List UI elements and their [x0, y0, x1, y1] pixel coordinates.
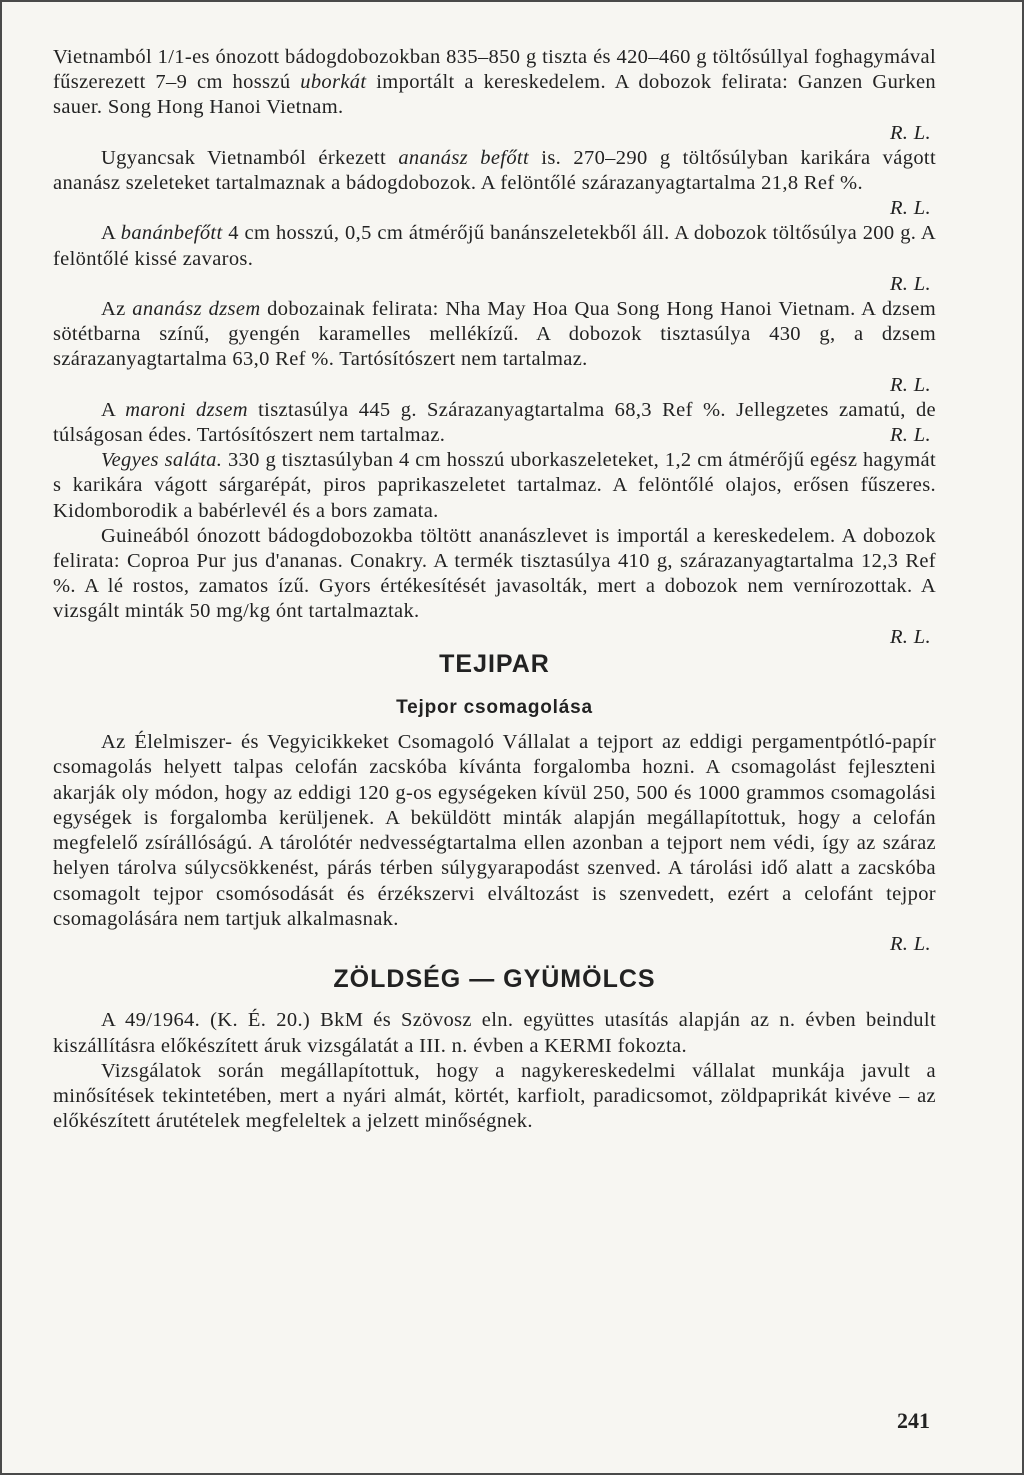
- paragraph: Guineából ónozott bádogdobozokba töltött ananászlevet is importál a kereskedelem. A dobozok felirata: Coproa Pur jus d'ananas. Conakry. A termék tisztasúlya 410 g, szárazanyagtartalma 12,3 Ref %. A lé rostos, zamatos ízű. Gyors értékesítését javasolták, mert a dobozok nem vernírozottak. A vizsgált minták 50 mg/kg ónt tartalmaztak.: [53, 524, 936, 623]
- paragraph: Vizsgálatok során megállapítottuk, hogy a nagykereskedelmi vállalat munkája javult a minősítések tekintetében, mert a nyári almát, körtét, karfiolt, paradicsomot, zöldpaprikát kivéve – az előkészített árutételek megfeleltek a jelzett minőségnek.: [53, 1059, 936, 1133]
- signature: R. L.: [889, 932, 931, 955]
- signature: R. L.: [889, 625, 931, 648]
- paragraph: A banánbefőtt 4 cm hosszú, 0,5 cm átmérőjű banánszeletekből áll. A dobozok töltősúlya 200 g. A felöntőlé kissé zavaros.: [53, 222, 936, 270]
- paragraph: A 49/1964. (K. É. 20.) BkM és Szövosz eln. együttes utasítás alapján az n. évben beindult kiszállításra előkészített áruk vizsgálatát a III. n. évben a KERMI fokozta.: [53, 1009, 936, 1057]
- paragraph: Vegyes saláta. 330 g tisztasúlyban 4 cm hosszú uborkaszeleteket, 1,2 cm átmérőjű egész hagymát s karikára vágott sárgarépát, piros paprikaszeletet tartalmaz. A felöntőlé olajos, erősen fűszeres. Kidomborodik a babérlevél és a bors zamata.: [53, 449, 936, 522]
- page-number: 241: [897, 1408, 930, 1433]
- signature: R. L.: [889, 424, 931, 447]
- signature: R. L.: [889, 197, 931, 220]
- subsection-heading: Tejpor csomagolása: [396, 697, 593, 719]
- paragraph: Az Élelmiszer- és Vegyicikkeket Csomagoló Vállalat a tejport az eddigi pergamentpótló-papír csomagolás helyett talpas celofán zacskóba kívánta forgalomba hozni. A csomagolást fejleszteni akarják oly módon, hogy az eddigi 120 g-os egységeken kívül 250, 500 és 1000 grammos csomagolási egységek is forgalomba kerüljenek. A beküldött minták alapján megállapítottuk, hogy a celofán megfelelő zsírállóságú. A tárolótér nedvességtartalma ellen azonban a tejport nem védi, így az száraz helyen tárolva súlycsökkenést, párás térben súlygyarapodást szenved. A tárolási idő alatt a zacskóba csomagolt tejpor csomósodását és érzékszervi elváltozást is szenvedett, ezért a celofánt tejpor csomagolására nem tartjuk alkalmasnak.: [53, 731, 936, 930]
- section-heading: ZÖLDSÉG — GYÜMÖLCS: [333, 965, 656, 994]
- signature: R. L.: [889, 373, 931, 396]
- paragraph: Az ananász dzsem dobozainak felirata: Nha May Hoa Qua Song Hong Hanoi Vietnam. A dzsem sötétbarna színű, gyengén karamelles mellékízű. A dobozok tisztasúlya 430 g, a dzsem szárazanyagtartalma 63,0 Ref %. Tartósítószert nem tartalmaz.: [53, 298, 936, 371]
- paragraph: A maroni dzsem tisztasúlya 445 g. Szárazanyagtartalma 68,3 Ref %. Jellegzetes zamatú, de túlságosan édes. Tartósítószert nem tartalmaz. R. L.: [53, 398, 936, 448]
- paragraph: Ugyancsak Vietnamból érkezett ananász befőtt is. 270–290 g töltősúlyban karikára vágott ananász szeleteket tartalmaznak a bádogdobozok. A felöntőlé szárazanyagtartalma 21,8 Ref %.: [53, 146, 937, 195]
- paragraph: Vietnamból 1/1-es ónozott bádogdobozokban 835–850 g tiszta és 420–460 g töltősúllyal foghagymával fűszerezett 7–9 cm hosszú uborkát importált a kereskedelem. A dobozok felirata: Ganzen Gurken sauer. Song Hong Hanoi Vietnam.: [53, 46, 937, 119]
- signature: R. L.: [889, 121, 931, 144]
- section-heading: TEJIPAR: [439, 649, 550, 678]
- body-text: [53, 45, 936, 1134]
- signature: R. L.: [889, 272, 931, 295]
